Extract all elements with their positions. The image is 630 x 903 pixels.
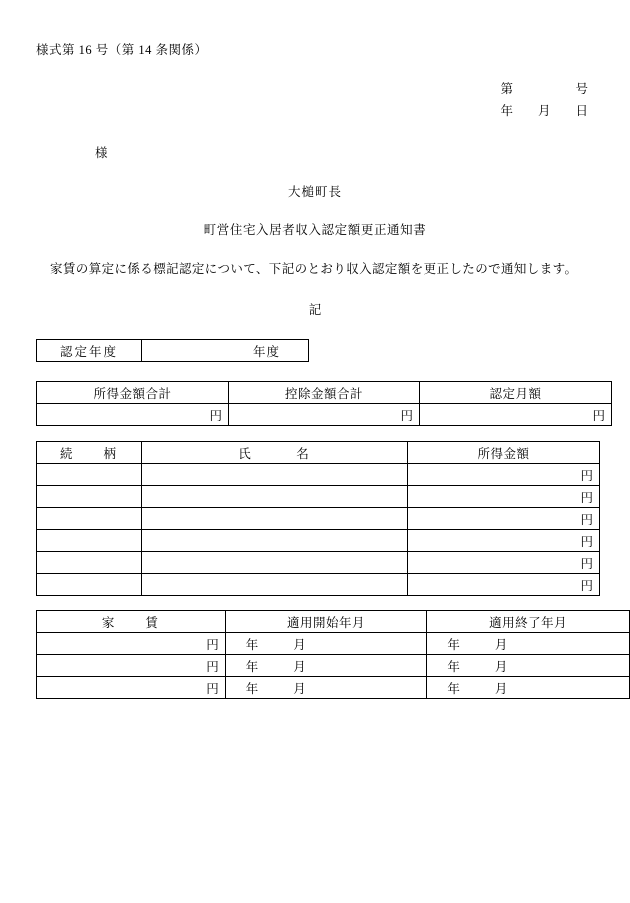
cell-income[interactable]: 円 xyxy=(408,574,600,596)
table-header-row xyxy=(37,442,600,464)
table-row xyxy=(37,633,630,655)
end-year-label: 年 xyxy=(447,659,461,674)
cell-name[interactable] xyxy=(142,464,408,486)
table-row xyxy=(37,404,612,426)
cell-end-period[interactable] xyxy=(427,633,630,655)
form-number: 様式第 16 号（第 14 条関係） xyxy=(36,43,208,57)
end-month-label: 月 xyxy=(494,659,509,674)
certification-year-table xyxy=(36,339,309,362)
document-date-line: 年 月 日 xyxy=(500,104,588,118)
table-row xyxy=(37,464,600,486)
cell-start-period[interactable] xyxy=(225,677,427,699)
document-number-block xyxy=(500,78,588,122)
cell-rent[interactable]: 円 xyxy=(37,677,226,699)
start-year-label: 年 xyxy=(245,659,260,674)
issuer-name: 大槌町長 xyxy=(287,185,342,199)
body-paragraph: 家賃の算定に係る標記認定について、下記のとおり収入認定額を更正したので通知します。 xyxy=(50,262,578,276)
table-header-row xyxy=(37,382,612,404)
cell-end-period[interactable] xyxy=(427,677,630,699)
ki-mark: 記 xyxy=(308,303,322,317)
cell-income[interactable]: 円 xyxy=(408,464,600,486)
header-end-period: 適用終了年月 xyxy=(427,611,630,633)
value-monthly-amount[interactable]: 円 xyxy=(420,404,612,426)
addressee-line: 様 xyxy=(95,146,108,160)
end-year-label: 年 xyxy=(447,681,461,696)
table-row xyxy=(37,530,600,552)
document-number-line: 第 号 xyxy=(500,82,588,96)
cell-relationship[interactable] xyxy=(37,464,142,486)
totals-table xyxy=(36,381,612,426)
cell-income[interactable]: 円 xyxy=(408,530,600,552)
header-rent: 家 賃 xyxy=(37,611,226,633)
start-month-label: 月 xyxy=(293,659,307,674)
cell-income[interactable]: 円 xyxy=(408,508,600,530)
cell-name[interactable] xyxy=(142,508,408,530)
value-deduction-total[interactable]: 円 xyxy=(229,404,420,426)
header-name: 氏 名 xyxy=(142,442,408,464)
table-header-row xyxy=(37,611,630,633)
header-income-amount: 所得金額 xyxy=(408,442,600,464)
header-deduction-total: 控除金額合計 xyxy=(229,382,420,404)
cell-income[interactable]: 円 xyxy=(408,552,600,574)
header-start-period: 適用開始年月 xyxy=(225,611,427,633)
cell-income[interactable]: 円 xyxy=(408,486,600,508)
cell-relationship[interactable] xyxy=(37,574,142,596)
table-row xyxy=(37,340,309,362)
header-income-total: 所得金額合計 xyxy=(37,382,229,404)
cell-rent[interactable]: 円 xyxy=(37,655,226,677)
certification-year-value[interactable]: 年度 xyxy=(142,340,309,362)
cell-end-period[interactable] xyxy=(427,655,630,677)
cell-start-period[interactable] xyxy=(225,633,427,655)
table-row xyxy=(37,486,600,508)
cell-relationship[interactable] xyxy=(37,552,142,574)
cell-relationship[interactable] xyxy=(37,530,142,552)
table-row xyxy=(37,508,600,530)
start-month-label: 月 xyxy=(293,637,307,652)
cell-rent[interactable]: 円 xyxy=(37,633,226,655)
cell-name[interactable] xyxy=(142,574,408,596)
table-row xyxy=(37,655,630,677)
table-row xyxy=(37,552,600,574)
table-row xyxy=(37,677,630,699)
certification-year-label: 認定年度 xyxy=(37,340,142,362)
end-month-label: 月 xyxy=(494,637,509,652)
cell-relationship[interactable] xyxy=(37,508,142,530)
page-title: 町営住宅入居者収入認定額更正通知書 xyxy=(203,223,427,237)
cell-start-period[interactable] xyxy=(225,655,427,677)
cell-name[interactable] xyxy=(142,552,408,574)
start-year-label: 年 xyxy=(245,637,260,652)
end-month-label: 月 xyxy=(494,681,509,696)
header-monthly-amount: 認定月額 xyxy=(420,382,612,404)
header-relationship: 続 柄 xyxy=(37,442,142,464)
cell-name[interactable] xyxy=(142,530,408,552)
cell-name[interactable] xyxy=(142,486,408,508)
value-income-total[interactable]: 円 xyxy=(37,404,229,426)
start-year-label: 年 xyxy=(245,681,260,696)
end-year-label: 年 xyxy=(447,637,461,652)
members-table xyxy=(36,441,600,596)
table-row xyxy=(37,574,600,596)
cell-relationship[interactable] xyxy=(37,486,142,508)
start-month-label: 月 xyxy=(293,681,307,696)
rent-table xyxy=(36,610,630,699)
